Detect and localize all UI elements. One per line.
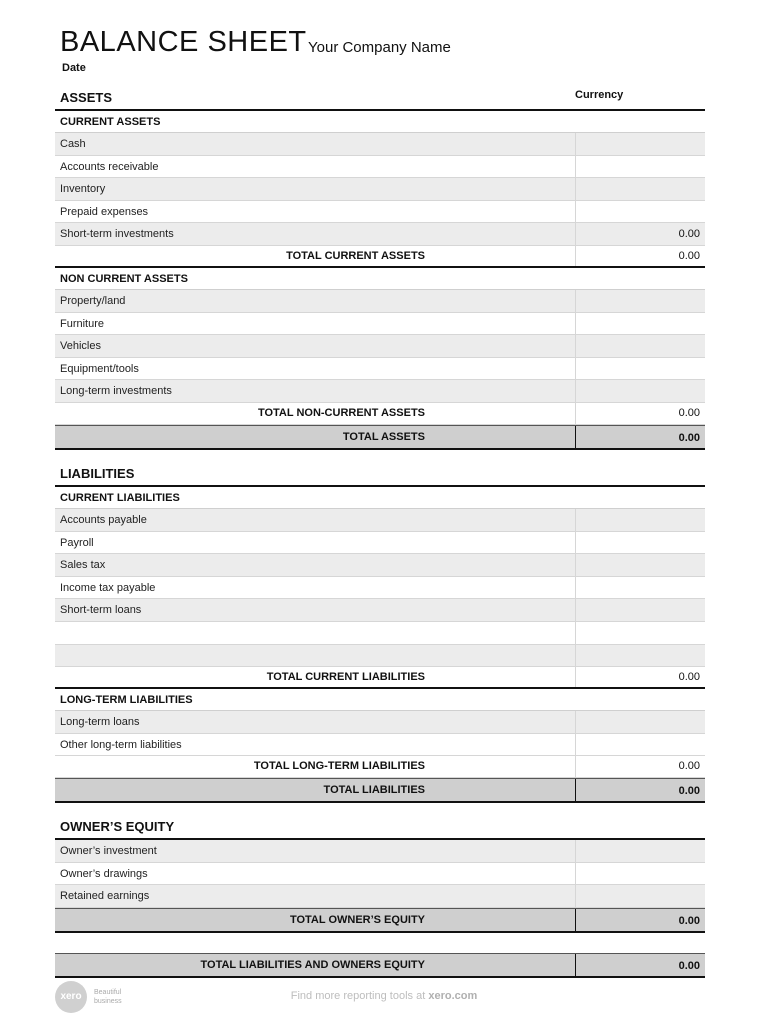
equity-title: OWNER’S EQUITY <box>60 819 175 835</box>
total-current-assets-row <box>55 246 705 268</box>
line-item-amount-cell[interactable] <box>575 840 705 862</box>
line-item-row <box>55 734 705 757</box>
line-item-label <box>55 645 575 667</box>
line-item-label: Vehicles <box>60 340 101 353</box>
non-current-assets-rows <box>55 290 705 403</box>
line-item-amount-cell[interactable] <box>575 645 705 667</box>
total-equity-value[interactable]: 0.00 <box>575 909 705 931</box>
non-current-assets-title: NON CURRENT ASSETS <box>55 268 705 290</box>
line-item-row <box>55 509 705 532</box>
line-item-label: Long-term investments <box>60 385 172 398</box>
line-item-label: Long-term loans <box>60 716 140 729</box>
grand-total-label: TOTAL LIABILITIES AND OWNERS EQUITY <box>200 959 425 972</box>
total-assets-label: TOTAL ASSETS <box>342 430 425 443</box>
line-item-label: Equipment/tools <box>60 362 139 375</box>
footer-text <box>0 990 768 1002</box>
line-item-label: Retained earnings <box>60 890 150 903</box>
current-assets-rows <box>55 133 705 246</box>
line-item-amount-cell[interactable] <box>575 577 705 599</box>
line-item-label: Accounts receivable <box>60 160 159 173</box>
line-item-amount-cell[interactable] <box>575 380 705 402</box>
date-label: Date <box>62 62 86 74</box>
line-item-row <box>55 178 705 201</box>
line-item-amount-cell[interactable] <box>575 734 705 756</box>
total-long-term-liabilities-value[interactable]: 0.00 <box>575 756 705 777</box>
total-assets-row <box>55 425 705 450</box>
balance-sheet <box>55 86 705 978</box>
line-item-amount-cell[interactable] <box>575 622 705 644</box>
line-item-amount-cell[interactable]: 0.00 <box>575 223 705 245</box>
line-item-amount-cell[interactable] <box>575 156 705 178</box>
line-item-amount-cell[interactable] <box>575 885 705 907</box>
line-item-row <box>55 133 705 156</box>
line-item-row <box>55 554 705 577</box>
assets-title: ASSETS <box>60 90 113 105</box>
line-item-amount-cell[interactable] <box>575 599 705 621</box>
line-item-row <box>55 645 705 668</box>
line-item-amount-cell[interactable] <box>575 335 705 357</box>
total-non-current-assets-label: TOTAL NON-CURRENT ASSETS <box>257 406 425 419</box>
line-item-amount-cell[interactable] <box>575 863 705 885</box>
line-item-amount-cell[interactable] <box>575 290 705 312</box>
total-current-liabilities-value[interactable]: 0.00 <box>575 667 705 687</box>
total-non-current-assets-row <box>55 403 705 425</box>
line-item-row <box>55 599 705 622</box>
line-item-label: Furniture <box>60 317 105 330</box>
line-item-label: Payroll <box>60 536 94 549</box>
line-item-amount-cell[interactable] <box>575 532 705 554</box>
line-item-label: Owner’s drawings <box>60 867 148 880</box>
line-item-amount-cell[interactable] <box>575 358 705 380</box>
line-item-row <box>55 840 705 863</box>
line-item-label: Accounts payable <box>60 513 147 526</box>
line-item-label: Short-term loans <box>60 604 142 617</box>
line-item-label: Cash <box>60 138 86 150</box>
line-item-row <box>55 532 705 555</box>
total-equity-row <box>55 908 705 933</box>
company-name: Your Company Name <box>308 39 451 56</box>
line-item-label: Inventory <box>60 183 106 196</box>
line-item-label: Owner’s investment <box>60 845 157 858</box>
xero-logo-icon[interactable]: xero <box>55 981 87 1013</box>
grand-total-row <box>55 953 705 978</box>
total-liabilities-row <box>55 778 705 803</box>
line-item-label <box>55 622 575 644</box>
long-term-liabilities-title: LONG-TERM LIABILITIES <box>55 689 705 711</box>
line-item-label: Other long-term liabilities <box>60 738 182 751</box>
current-assets-title: CURRENT ASSETS <box>55 111 705 133</box>
current-liabilities-title: CURRENT LIABILITIES <box>55 487 705 509</box>
total-long-term-liabilities-row <box>55 756 705 778</box>
liabilities-title: LIABILITIES <box>60 465 135 481</box>
total-liabilities-label: TOTAL LIABILITIES <box>323 784 425 797</box>
footer-link[interactable]: xero.com <box>428 990 478 1002</box>
total-current-assets-label: TOTAL CURRENT ASSETS <box>286 249 425 262</box>
total-long-term-liabilities-label: TOTAL LONG-TERM LIABILITIES <box>253 760 425 773</box>
line-item-row <box>55 622 705 645</box>
equity-header <box>55 815 705 840</box>
line-item-row <box>55 358 705 381</box>
current-liabilities-rows <box>55 509 705 667</box>
line-item-row <box>55 885 705 908</box>
assets-header <box>55 86 705 111</box>
line-item-label: Prepaid expenses <box>60 205 149 218</box>
line-item-amount-cell[interactable] <box>575 313 705 335</box>
line-item-row <box>55 335 705 358</box>
long-term-liabilities-rows <box>55 711 705 756</box>
line-item-row <box>55 863 705 886</box>
total-liabilities-value[interactable]: 0.00 <box>575 779 705 801</box>
line-item-row <box>55 313 705 336</box>
total-non-current-assets-value[interactable]: 0.00 <box>575 403 705 424</box>
footer-text-prefix: Find more reporting tools at <box>290 990 429 1002</box>
total-current-liabilities-label: TOTAL CURRENT LIABILITIES <box>266 671 425 684</box>
line-item-amount-cell[interactable] <box>575 178 705 200</box>
line-item-row <box>55 201 705 224</box>
currency-label: Currency <box>575 89 624 101</box>
total-current-liabilities-row <box>55 667 705 689</box>
line-item-amount-cell[interactable] <box>575 509 705 531</box>
grand-total-value[interactable]: 0.00 <box>575 954 705 976</box>
line-item-amount-cell[interactable] <box>575 711 705 733</box>
total-assets-value[interactable]: 0.00 <box>575 426 705 448</box>
equity-rows <box>55 840 705 908</box>
line-item-row <box>55 223 705 246</box>
line-item-row <box>55 380 705 403</box>
page-title: BALANCE SHEET <box>60 26 307 58</box>
total-current-assets-value[interactable]: 0.00 <box>575 246 705 266</box>
line-item-row <box>55 577 705 600</box>
line-item-label: Income tax payable <box>60 581 156 594</box>
line-item-row <box>55 290 705 313</box>
line-item-label: Property/land <box>60 294 126 307</box>
line-item-amount-cell[interactable] <box>575 554 705 576</box>
liabilities-header <box>55 462 705 487</box>
footer-tagline-2: business <box>94 998 122 1005</box>
line-item-row <box>55 711 705 734</box>
total-equity-label: TOTAL OWNER’S EQUITY <box>289 914 425 927</box>
line-item-row <box>55 156 705 179</box>
line-item-label: Sales tax <box>60 559 106 572</box>
footer-tagline-1: Beautiful <box>94 989 122 996</box>
line-item-amount-cell[interactable] <box>575 133 705 155</box>
line-item-amount-cell[interactable] <box>575 201 705 223</box>
line-item-label: Short-term investments <box>60 228 174 241</box>
